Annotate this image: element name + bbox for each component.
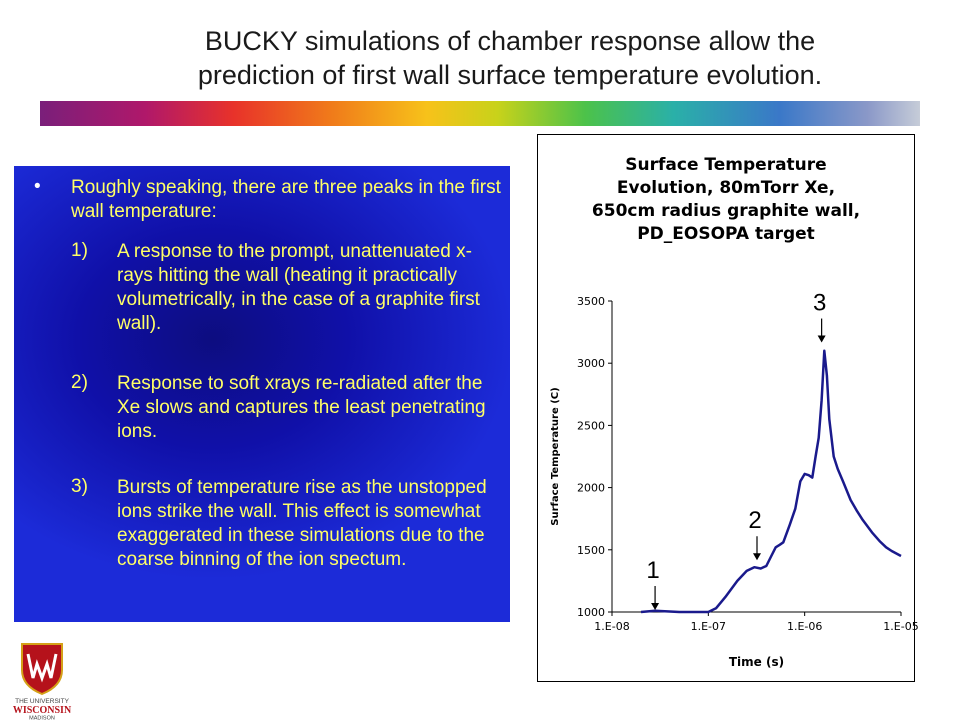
item-text: A response to the prompt, unattenuated x-rays hitting the wall (heating it practically volumetrically, in the case of a graphite first wall). bbox=[117, 241, 480, 334]
item-number: 1) bbox=[71, 240, 88, 261]
crest-shield-icon bbox=[22, 644, 62, 694]
text-panel bbox=[14, 166, 510, 622]
peak-number-label: 1 bbox=[646, 557, 660, 584]
intro-text: Roughly speaking, there are three peaks in the first wall temperature: bbox=[71, 177, 501, 222]
logo-line-1: THE UNIVERSITY bbox=[15, 698, 69, 705]
y-tick-label: 3000 bbox=[577, 357, 605, 371]
peak-arrow-head bbox=[651, 603, 659, 610]
y-axis-label: Surface Temperature (C) bbox=[550, 387, 561, 526]
y-tick-label: 1500 bbox=[577, 543, 605, 557]
peak-arrow-head bbox=[818, 336, 826, 343]
y-tick-label: 3500 bbox=[577, 295, 605, 308]
x-tick-label: 1.E-08 bbox=[594, 620, 630, 633]
chart-ticks bbox=[577, 295, 919, 633]
chart-title-line: PD_EOSOPA target bbox=[637, 224, 815, 244]
chart-title-line: Surface Temperature bbox=[625, 155, 827, 175]
x-tick-label: 1.E-07 bbox=[690, 620, 727, 633]
y-tick-label: 2500 bbox=[577, 419, 605, 433]
peak-number-label: 3 bbox=[812, 289, 827, 317]
peak-arrow-head bbox=[753, 553, 761, 560]
item-text: Bursts of temperature rise as the unstopped ions strike the wall. This effect is somewhat exaggerated in these simulations due to the coarse binning of the ion spectum. bbox=[117, 477, 487, 570]
university-logo bbox=[6, 640, 78, 720]
item-text: Response to soft xrays re-radiated after the Xe slows and captures the least penetrating ions. bbox=[117, 373, 486, 442]
chart-series bbox=[641, 351, 901, 612]
chart-annotations bbox=[646, 290, 826, 610]
title-line-2: prediction of first wall surface temperature evolution. bbox=[197, 60, 823, 90]
logo-line-2: WISCONSIN bbox=[12, 705, 72, 716]
chart-title bbox=[592, 155, 860, 244]
x-tick-label: 1.E-05 bbox=[883, 620, 919, 633]
title-line-1: BUCKY simulations of chamber response allow the bbox=[204, 26, 816, 56]
surface-temperature-chart bbox=[538, 135, 919, 681]
x-tick-label: 1.E-06 bbox=[786, 620, 823, 633]
y-tick-label: 1000 bbox=[577, 606, 605, 619]
y-tick-label: 2000 bbox=[577, 481, 605, 495]
temperature-series-line bbox=[641, 351, 901, 612]
item-number: 2) bbox=[71, 372, 88, 393]
slide-title bbox=[110, 24, 910, 92]
chart-frame bbox=[537, 134, 919, 682]
bullet-icon: • bbox=[34, 176, 41, 197]
peak-number-label: 2 bbox=[748, 507, 762, 535]
x-axis-label: Time (s) bbox=[728, 655, 785, 669]
item-number: 3) bbox=[71, 476, 88, 497]
chart-title-line: 650cm radius graphite wall, bbox=[591, 201, 861, 221]
chart-title-line: Evolution, 80mTorr Xe, bbox=[616, 178, 836, 198]
rainbow-divider bbox=[40, 101, 920, 126]
logo-line-3: MADISON bbox=[29, 715, 55, 720]
